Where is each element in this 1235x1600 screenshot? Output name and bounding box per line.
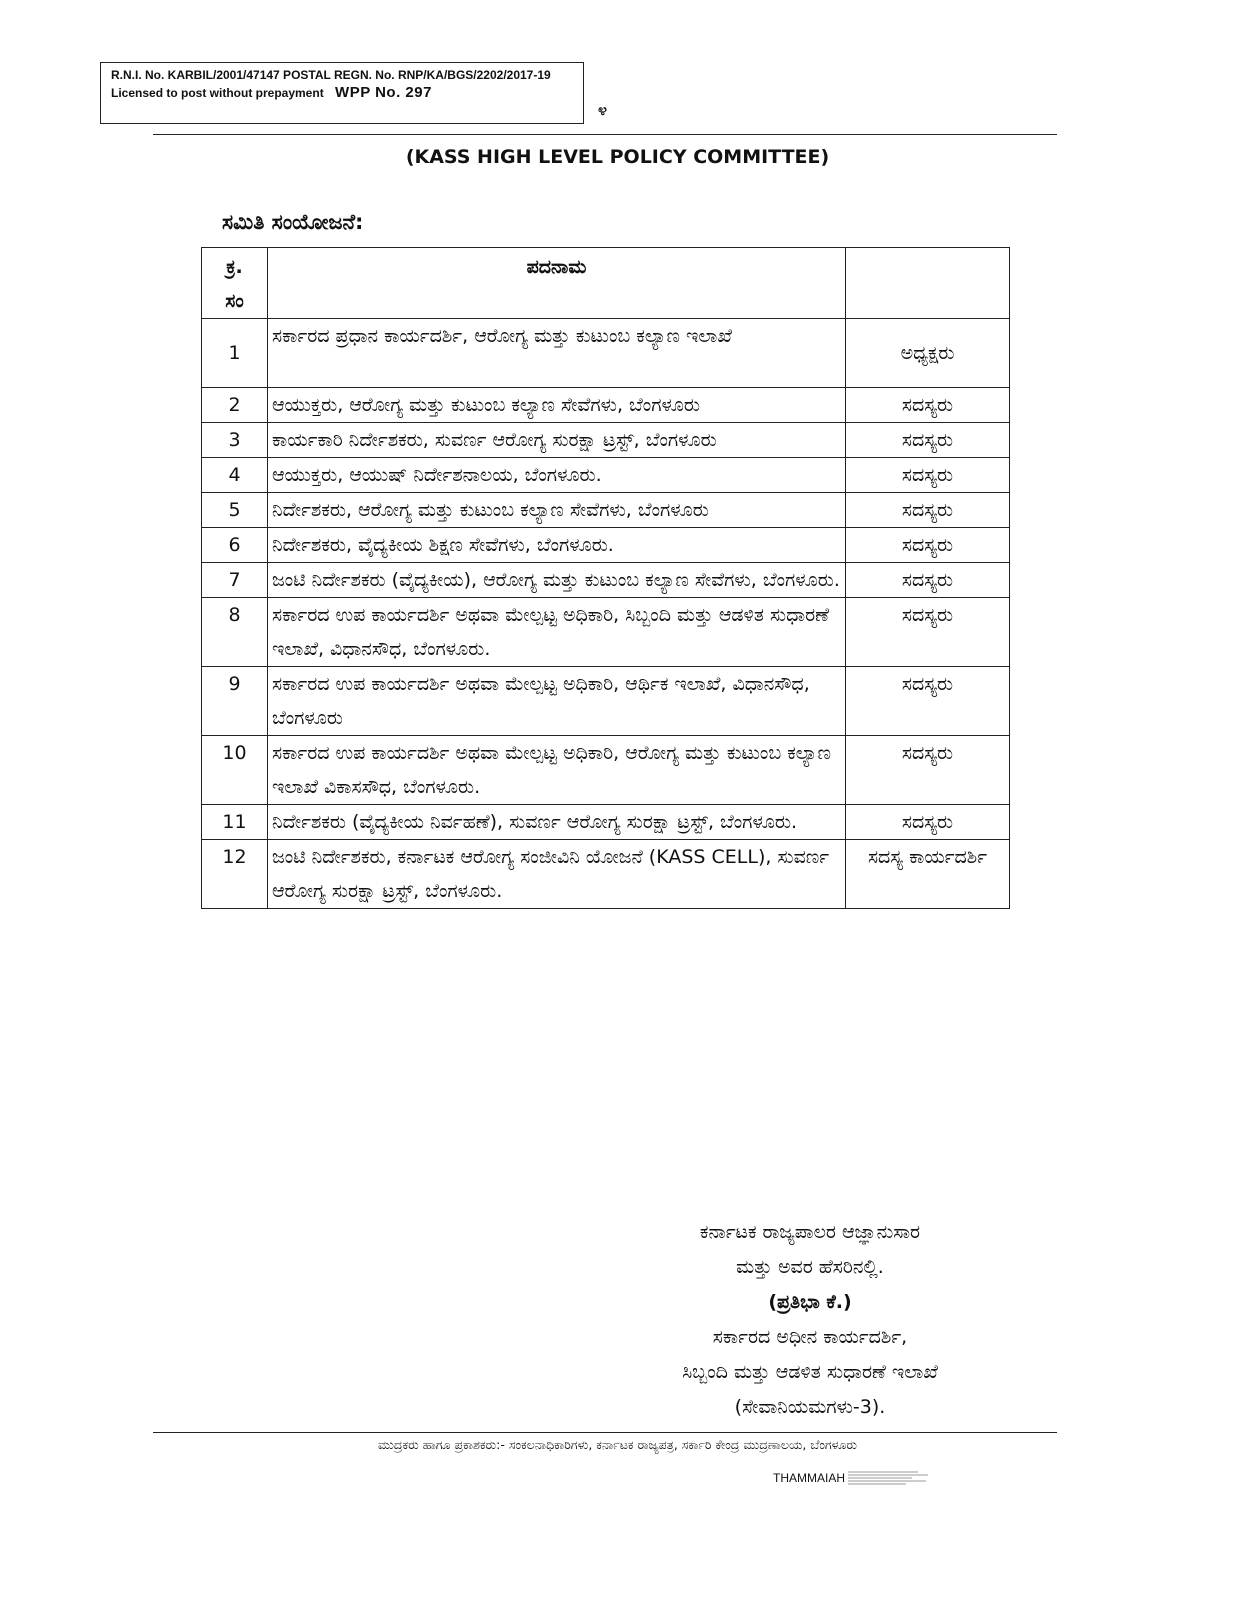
signatory-name: (ಪ್ರತಿಭಾ ಕೆ.) [768, 1291, 852, 1313]
table-row [202, 493, 1010, 528]
row-designation: ಸರ್ಕಾರದ ಪ್ರಧಾನ ಕಾರ್ಯದರ್ಶಿ, ಆರೋಗ್ಯ ಮತ್ತು ಕುಟುಂಬ ಕಲ್ಯಾಣ ಇಲಾಖೆ [268, 319, 846, 388]
row-role: ಸದಸ್ಯ ಕಾರ್ಯದರ್ಶಿ [846, 840, 1010, 909]
row-role: ಸದಸ್ಯರು [846, 423, 1010, 458]
row-role: ಸದಸ್ಯರು [846, 528, 1010, 563]
rni-postal-line: R.N.I. No. KARBIL/2001/47147 POSTAL REGN. No. RNP/KA/BGS/2202/2017-19 [111, 68, 551, 82]
row-number: 10 [202, 736, 268, 805]
row-number: 8 [202, 598, 268, 667]
digital-signature-stamp [773, 1470, 930, 1486]
signature-block [560, 1215, 1060, 1425]
row-number: 6 [202, 528, 268, 563]
row-designation: ಸರ್ಕಾರದ ಉಪ ಕಾರ್ಯದರ್ಶಿ ಅಥವಾ ಮೇಲ್ಪಟ್ಟ ಅಧಿಕಾರಿ, ಆರೋಗ್ಯ ಮತ್ತು ಕುಟುಂಬ ಕಲ್ಯಾಣ ಇಲಾಖೆ ವಿಕಾಸಸೌಧ, ಬೆಂಗಳೂರು. [268, 736, 846, 805]
digital-signature-mark [848, 1470, 930, 1486]
row-number: 9 [202, 667, 268, 736]
table-row [202, 528, 1010, 563]
row-designation: ಜಂಟಿ ನಿರ್ದೇಶಕರು, ಕರ್ನಾಟಕ ಆರೋಗ್ಯ ಸಂಜೀವಿನಿ ಯೋಜನೆ (KASS CELL), ಸುವರ್ಣ ಆರೋಗ್ಯ ಸುರಕ್ಷಾ ಟ್ರಸ್ಟ್, ಬೆಂಗಳೂರು. [268, 840, 846, 909]
row-role: ಸದಸ್ಯರು [846, 805, 1010, 840]
registration-box [100, 62, 584, 124]
row-role: ಸದಸ್ಯರು [846, 563, 1010, 598]
signature-line2: ಮತ್ತು ಅವರ ಹೆಸರಿನಲ್ಲಿ. [736, 1256, 884, 1278]
printer-footer: ಮುದ್ರಕರು ಹಾಗೂ ಪ್ರಕಾಶಕರು:- ಸಂಕಲನಾಧಿಕಾರಿಗಳು, ಕರ್ನಾಟಕ ರಾಜ್ಯಪತ್ರ, ಸರ್ಕಾರಿ ಕೇಂದ್ರ ಮುದ್ರಣಾಲಯ, ಬೆಂಗಳೂರು [378, 1437, 857, 1452]
table-header-row [202, 248, 1010, 319]
table-row [202, 423, 1010, 458]
signatory-designation1: ಸರ್ಕಾರದ ಅಧೀನ ಕಾರ್ಯದರ್ಶಿ, [712, 1326, 908, 1348]
table-row [202, 388, 1010, 423]
row-role: ಸದಸ್ಯರು [846, 388, 1010, 423]
row-designation: ಕಾರ್ಯಕಾರಿ ನಿರ್ದೇಶಕರು, ಸುವರ್ಣ ಆರೋಗ್ಯ ಸುರಕ್ಷಾ ಟ್ರಸ್ಟ್, ಬೆಂಗಳೂರು [268, 423, 846, 458]
row-role: ಸದಸ್ಯರು [846, 458, 1010, 493]
row-number: 4 [202, 458, 268, 493]
row-designation: ಜಂಟಿ ನಿರ್ದೇಶಕರು (ವೈದ್ಯಕೀಯ), ಆರೋಗ್ಯ ಮತ್ತು ಕುಟುಂಬ ಕಲ್ಯಾಣ ಸೇವೆಗಳು, ಬೆಂಗಳೂರು. [268, 563, 846, 598]
table-row [202, 598, 1010, 667]
license-line [111, 84, 573, 102]
header-serial-number [202, 248, 268, 319]
row-designation: ಆಯುಕ್ತರು, ಆಯುಷ್ ನಿರ್ದೇಶನಾಲಯ, ಬೆಂಗಳೂರು. [268, 458, 846, 493]
row-role: ಸದಸ್ಯರು [846, 736, 1010, 805]
wpp-number: WPP No. 297 [335, 84, 432, 101]
header-serial-line1: ಕ್ರ. [226, 256, 243, 278]
stamp-name: THAMMAIAH [773, 1471, 845, 1485]
table-row [202, 563, 1010, 598]
row-designation: ಸರ್ಕಾರದ ಉಪ ಕಾರ್ಯದರ್ಶಿ ಅಥವಾ ಮೇಲ್ಪಟ್ಟ ಅಧಿಕಾರಿ, ಸಿಬ್ಬಂದಿ ಮತ್ತು ಆಡಳಿತ ಸುಧಾರಣೆ ಇಲಾಖೆ, ವಿಧಾನಸೌಧ, ಬೆಂಗಳೂರು. [268, 598, 846, 667]
row-designation: ನಿರ್ದೇಶಕರು (ವೈದ್ಯಕೀಯ ನಿರ್ವಹಣೆ), ಸುವರ್ಣ ಆರೋಗ್ಯ ಸುರಕ್ಷಾ ಟ್ರಸ್ಟ್, ಬೆಂಗಳೂರು. [268, 805, 846, 840]
bottom-rule [153, 1432, 1057, 1433]
row-role: ಸದಸ್ಯರು [846, 493, 1010, 528]
signatory-designation3: (ಸೇವಾನಿಯಮಗಳು-3). [734, 1396, 886, 1418]
row-designation: ಸರ್ಕಾರದ ಉಪ ಕಾರ್ಯದರ್ಶಿ ಅಥವಾ ಮೇಲ್ಪಟ್ಟ ಅಧಿಕಾರಿ, ಆರ್ಥಿಕ ಇಲಾಖೆ, ವಿಧಾನಸೌಧ, ಬೆಂಗಳೂರು [268, 667, 846, 736]
row-designation: ನಿರ್ದೇಶಕರು, ವೈದ್ಯಕೀಯ ಶಿಕ್ಷಣ ಸೇವೆಗಳು, ಬೆಂಗಳೂರು. [268, 528, 846, 563]
license-text: Licensed to post without prepayment [111, 86, 324, 100]
header-role [846, 248, 1010, 319]
row-number: 7 [202, 563, 268, 598]
table-row [202, 805, 1010, 840]
row-number: 3 [202, 423, 268, 458]
header-serial-line2: ಸಂ [225, 290, 244, 312]
table-row [202, 736, 1010, 805]
page-number: ೪ [598, 100, 607, 119]
committee-table [201, 247, 1010, 909]
table-row [202, 667, 1010, 736]
top-rule [153, 134, 1057, 135]
row-role: ಸದಸ್ಯರು [846, 598, 1010, 667]
signatory-designation2: ಸಿಬ್ಬಂದಿ ಮತ್ತು ಆಡಳಿತ ಸುಧಾರಣೆ ಇಲಾಖೆ [682, 1361, 938, 1383]
table-row [202, 840, 1010, 909]
row-role: ಅಧ್ಯಕ್ಷರು [846, 319, 1010, 388]
committee-title: (KASS HIGH LEVEL POLICY COMMITTEE) [405, 146, 830, 168]
row-designation: ಆಯುಕ್ತರು, ಆರೋಗ್ಯ ಮತ್ತು ಕುಟುಂಬ ಕಲ್ಯಾಣ ಸೇವೆಗಳು, ಬೆಂಗಳೂರು [268, 388, 846, 423]
row-number: 12 [202, 840, 268, 909]
header-designation: ಪದನಾಮ [268, 248, 846, 319]
table-row [202, 458, 1010, 493]
section-heading: ಸಮಿತಿ ಸಂಯೋಜನೆ: [222, 210, 364, 234]
row-number: 1 [202, 319, 268, 388]
row-designation: ನಿರ್ದೇಶಕರು, ಆರೋಗ್ಯ ಮತ್ತು ಕುಟುಂಬ ಕಲ್ಯಾಣ ಸೇವೆಗಳು, ಬೆಂಗಳೂರು [268, 493, 846, 528]
signature-line1: ಕರ್ನಾಟಕ ರಾಜ್ಯಪಾಲರ ಆಜ್ಞಾನುಸಾರ [699, 1221, 921, 1243]
row-role: ಸದಸ್ಯರು [846, 667, 1010, 736]
table-row [202, 319, 1010, 388]
row-number: 5 [202, 493, 268, 528]
row-number: 11 [202, 805, 268, 840]
row-number: 2 [202, 388, 268, 423]
